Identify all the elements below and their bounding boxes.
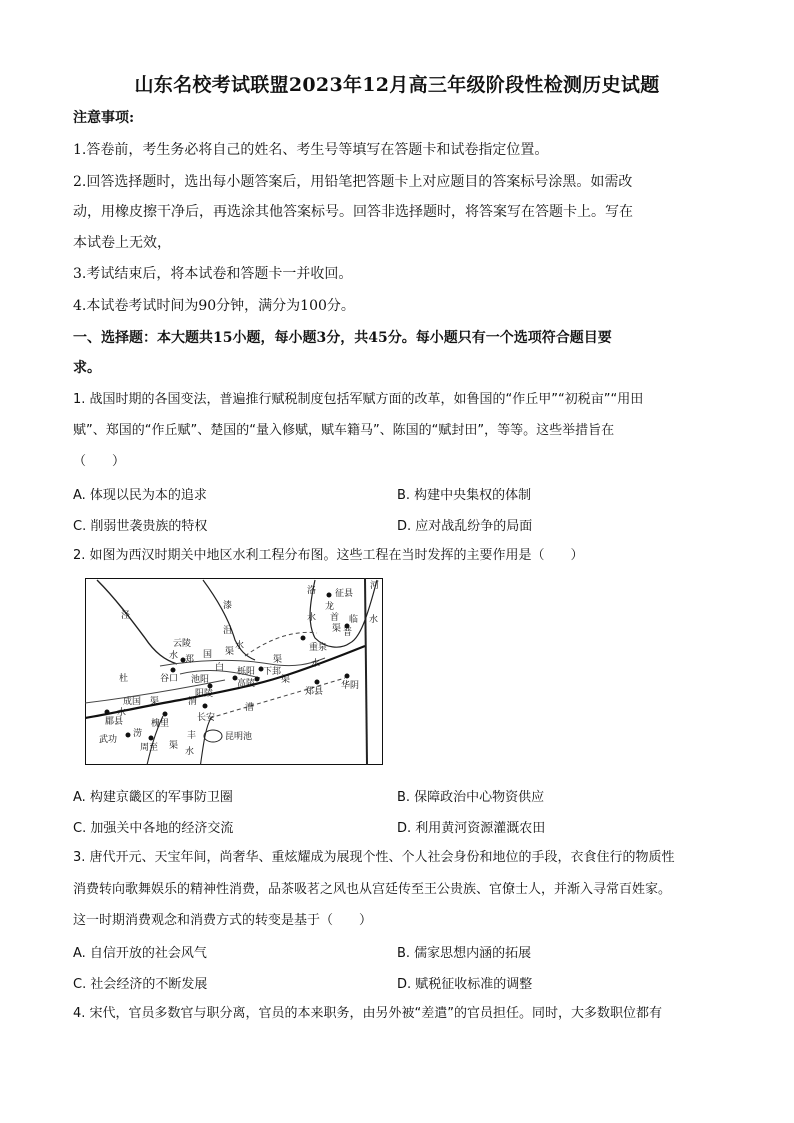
- map-label-gaoling: 高陵: [237, 679, 256, 689]
- map-label-bai: 白: [215, 663, 225, 673]
- map-label-huayin: 华阴: [341, 681, 360, 691]
- xihan-guanzhong-water-map: [85, 578, 383, 765]
- map-label-kunming: 昆明池: [225, 732, 253, 742]
- map-label-ju: 沮: [223, 626, 233, 636]
- q3-option-d[interactable]: D. 赋税征收标准的调整: [397, 977, 533, 992]
- map-label-shui6: 水: [185, 747, 195, 757]
- map-label-qu1: 渠: [332, 624, 342, 634]
- q3-option-c[interactable]: C. 社会经济的不断发展: [73, 977, 208, 992]
- map-label-lao: 涝: [133, 729, 143, 739]
- map-label-qu4: 渠: [150, 697, 160, 707]
- q1-stem-line-3: （ ）: [73, 454, 126, 469]
- map-label-meixian: 郿县: [105, 717, 124, 727]
- map-label-yunling: 云陵: [173, 639, 192, 649]
- map-label-he: 河: [370, 581, 380, 591]
- map-label-shui3: 水: [169, 651, 179, 661]
- map-label-feng: 丰: [187, 731, 197, 741]
- map-label-qu6: 渠: [169, 741, 179, 751]
- q1-option-a[interactable]: A. 体现以民为本的追求: [73, 488, 207, 503]
- q3-option-b[interactable]: B. 儒家思想内涵的拓展: [397, 946, 532, 961]
- map-label-zhouzhi: 周至: [140, 743, 159, 753]
- map-label-shou: 首: [330, 613, 340, 623]
- q2-stem-line-1: 2. 如图为西汉时期关中地区水利工程分布图。这些工程在当时发挥的主要作用是（ ）: [73, 548, 584, 563]
- notice-line-2: 2.回答选择题时，选出每小题答案后，用铅笔把答题卡上对应题目的答案标号涂黑。如需改: [73, 174, 633, 190]
- notice-line-6: 4.本试卷考试时间为90分钟，满分为100分。: [73, 298, 355, 314]
- notice-line-4: 本试卷上无效，: [73, 235, 171, 251]
- q1-stem-line-1: 1. 战国时期的各国变法，普遍推行赋税制度包括军赋方面的改革，如鲁国的“作丘甲”“初税亩”“用田: [73, 392, 644, 407]
- notice-line-5: 3.考试结束后，将本试卷和答题卡一并收回。: [73, 266, 353, 282]
- map-label-qu5: 渠: [281, 675, 291, 685]
- q2-option-d[interactable]: D. 利用黄河资源灌溉农田: [397, 821, 546, 836]
- q4-stem-line-1: 4. 宋代，官员多数官与职分离，官员的本来职务，由另外被“差遣”的官员担任。同时，大多数职位都有: [73, 1006, 663, 1021]
- map-label-yangling: 阳陵: [195, 689, 214, 699]
- q1-option-d[interactable]: D. 应对战乱纷争的局面: [397, 519, 533, 534]
- notice-line-3: 动，用橡皮擦干净后，再选涂其他答案标号。回答非选择题时，将答案写在答题卡上。写在: [73, 204, 633, 220]
- notice-line-1: 1.答卷前，考生务必将自己的姓名、考生号等填写在答题卡和试卷指定位置。: [73, 142, 549, 158]
- map-label-zheng: 征县: [335, 589, 354, 599]
- map-label-wei: 渭: [188, 697, 198, 707]
- q2-option-b[interactable]: B. 保障政治中心物资供应: [397, 790, 545, 805]
- map-label-lin: 临: [349, 615, 359, 625]
- map-label-long: 龙: [325, 602, 335, 612]
- map-label-gukou: 谷口: [160, 674, 179, 684]
- map-label-qu2: 渠: [225, 647, 235, 657]
- q3-option-a[interactable]: A. 自信开放的社会风气: [73, 946, 207, 961]
- q3-stem-line-1: 3. 唐代开元、天宝年间，尚奢华、重炫耀成为展现个性、个人社会身份和地位的手段，衣食住行的物质性: [73, 850, 675, 865]
- map-label-guo: 国: [203, 650, 213, 660]
- map-label-zheng2: 郑: [185, 655, 195, 665]
- map-label-chengguo: 成国: [123, 697, 142, 707]
- section-heading: 一、选择题：本大题共15小题，每小题3分，共45分。每小题只有一个选项符合题目要: [73, 330, 612, 346]
- q1-stem-line-2: 赋”、郑国的“作丘赋”、楚国的“量入修赋，赋车籍马”、陈国的“赋封田”，等等。这些举措旨在: [73, 423, 615, 438]
- map-label-shui1: 水: [235, 641, 245, 651]
- map-label-changan: 长安: [197, 713, 216, 723]
- map-label-chongquan: 重泉: [309, 643, 328, 653]
- map-label-chiyang: 池阳: [191, 675, 210, 685]
- q2-option-c[interactable]: C. 加强关中各地的经济交流: [73, 821, 234, 836]
- map-label-liyang: 栎阳: [237, 667, 256, 677]
- map-label-qi: 漆: [223, 601, 233, 611]
- map-label-shui4: 水: [311, 659, 321, 669]
- map-label-du: 杜: [119, 674, 129, 684]
- map-label-qu3: 渠: [273, 655, 283, 665]
- q2-option-a[interactable]: A. 构建京畿区的军事防卫圈: [73, 790, 233, 805]
- map-label-cao: 漕: [245, 703, 255, 713]
- map-label-luo: 洛: [307, 586, 317, 596]
- map-label-jing: 泾: [121, 611, 131, 621]
- map-label-huaili: 槐里: [151, 719, 170, 729]
- map-label-shui7: 水: [369, 615, 379, 625]
- map-label-zhengxian: 郑县: [305, 687, 324, 697]
- q1-option-c[interactable]: C. 削弱世袭贵族的特权: [73, 519, 208, 534]
- map-label-shui5: 水: [117, 708, 127, 718]
- map-label-xiagui: 下邽: [263, 667, 282, 677]
- q3-stem-line-2: 消费转向歌舞娱乐的精神性消费，品茶吸茗之风也从宫廷传至王公贵族、官僚士人，并渐入寻常百姓家。: [73, 882, 672, 897]
- notice-heading: 注意事项:: [73, 110, 135, 126]
- map-label-wugong: 武功: [99, 735, 118, 745]
- map-label-shui2: 水: [307, 613, 317, 623]
- map-label-jin: 晋: [343, 628, 353, 638]
- section-heading-cont: 求。: [73, 360, 101, 376]
- q1-option-b[interactable]: B. 构建中央集权的体制: [397, 488, 532, 503]
- page-title: 山东名校考试联盟2023年12月高三年级阶段性检测历史试题: [134, 74, 660, 96]
- q3-stem-line-3: 这一时期消费观念和消费方式的转变是基于（ ）: [73, 913, 373, 928]
